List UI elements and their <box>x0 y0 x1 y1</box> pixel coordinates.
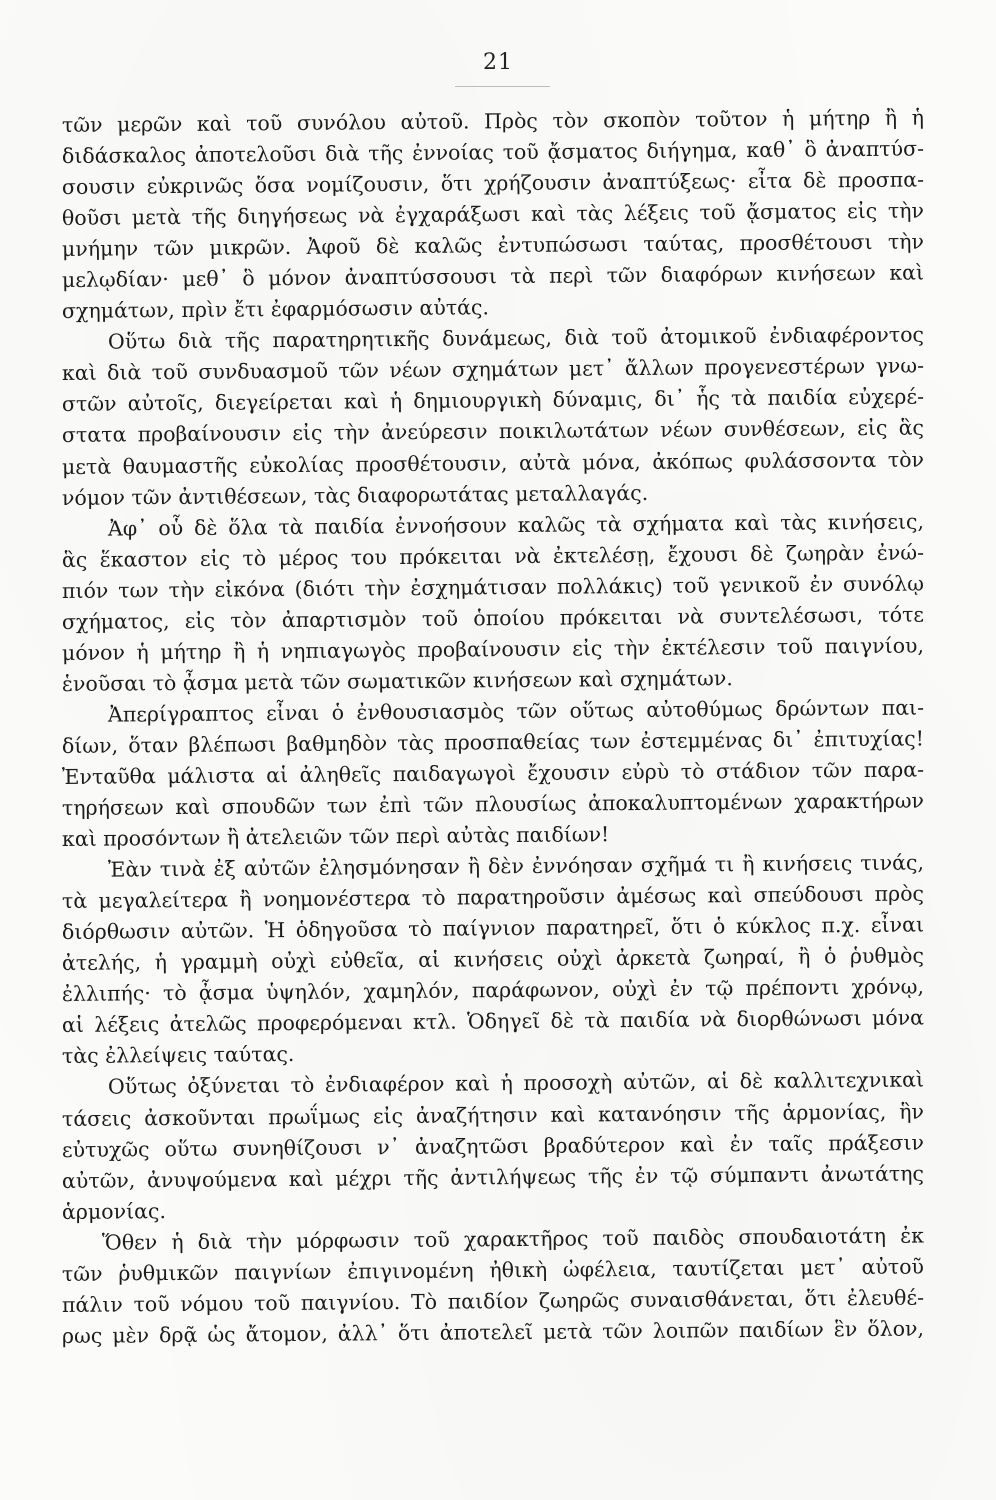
text-line: πιόν των τὴν εἰκόνα (διότι τὴν ἐσχημάτισαν πολλάκις) τοῦ γενικοῦ ἐν συνόλῳ <box>61 571 925 603</box>
text-line: Ἐνταῦθα μάλιστα αἱ ἀληθεῖς παιδαγωγοὶ ἔχουσιν εὐρὺ τὸ στάδιον τῶν παρα- <box>61 757 925 789</box>
text-line: αὐτῶν, ἀνυψούμενα καὶ μέχρι τῆς ἀντιλήψεως τῆς ἐν τῷ σύμπαντι ἀνωτάτης <box>61 1161 925 1193</box>
text-line: εὐτυχῶς οὕτω συνηθίζουσι ν᾽ ἀναζητῶσι βραδύτερον καὶ ἐν ταῖς πράξεσιν <box>61 1130 925 1162</box>
text-line: τῶν μερῶν καὶ τοῦ συνόλου αὐτοῦ. Πρὸς τὸν σκοπὸν τοῦτον ἡ μήτηρ ἢ ἡ <box>61 105 925 137</box>
text-line: στατα προβαίνουσιν εἰς τὴν ἀνεύρεσιν ποικιλωτάτων νέων συνθέσεων, εἰς ἃς <box>61 415 925 448</box>
text-line: Οὕτω διὰ τῆς παρατηρητικῆς δυνάμεως, διὰ τοῦ ἀτομικοῦ ἐνδιαφέροντος <box>107 322 925 354</box>
text-line: ἁρμονίας. <box>61 1198 167 1224</box>
text-line: μελῳδίαν· μεθ᾽ ὃ μόνον ἀναπτύσσουσι τὰ περὶ τῶν διαφόρων κινήσεων καὶ <box>61 260 925 293</box>
text-line: στῶν αὐτοῖς, διεγείρεται καὶ ἡ δημιουργικὴ δύναμις, δι᾽ ἧς τὰ παιδία εὐχερέ- <box>61 384 925 417</box>
text-line: Ἀφ᾽ οὗ δὲ ὅλα τὰ παιδία ἐννοήσουν καλῶς τὰ σχήματα καὶ τὰς κινήσεις, <box>107 509 925 541</box>
text-line: τῶν ῥυθμικῶν παιγνίων ἐπιγινομένη ἠθικὴ ὠφέλεια, ταυτίζεται μετ᾽ αὐτοῦ <box>61 1254 925 1286</box>
text-line: τὰς ἐλλείψεις ταύτας. <box>61 1042 295 1069</box>
text-line: αἱ λέξεις ἀτελῶς προφερόμεναι κτλ. Ὁδηγεῖ δὲ τὰ παιδία νὰ διορθώνωσι μόνα <box>61 1005 925 1038</box>
text-line: σχημάτων, πρὶν ἔτι ἐφαρμόσωσιν αὐτάς. <box>61 295 490 324</box>
text-line: Ἐὰν τινὰ ἐξ αὐτῶν ἐλησμόνησαν ἢ δὲν ἐννόησαν σχῆμά τι ἢ κινήσεις τινάς, <box>107 850 925 882</box>
text-line: ἐλλιπής· τὸ ᾆσμα ὑψηλόν, χαμηλόν, παράφωνον, οὐχὶ ἐν τῷ πρέποντι χρόνῳ, <box>61 974 925 1007</box>
text-line: τηρήσεων καὶ σπουδῶν των ἐπὶ τῶν πλουσίως ἀποκαλυπτομένων χαρακτήρων <box>61 788 925 821</box>
text-line: Ἀπερίγραπτος εἶναι ὁ ἐνθουσιασμὸς τῶν οὕτως αὐτοθύμως δρώντων παι- <box>107 695 925 727</box>
text-line: νόμον τῶν ἀντιθέσεων, τὰς διαφορωτάτας μεταλλαγάς. <box>61 480 649 510</box>
text-line: μόνον ἡ μήτηρ ἢ ἡ νηπιαγωγὸς προβαίνουσιν εἰς τὴν ἐκτέλεσιν τοῦ παιγνίου, <box>61 633 925 665</box>
text-line: δίων, ὅταν βλέπωσι βαθμηδὸν τὰς προσπαθείας των ἐστεμμένας δι᾽ ἐπιτυχίας! <box>61 726 925 758</box>
text-line: ἀτελής, ἡ γραμμὴ οὐχὶ εὐθεῖα, αἱ κινήσεις οὐχὶ ἀρκετὰ ζωηραί, ἢ ὁ ῥυθμὸς <box>61 943 925 976</box>
text-line: μετὰ θαυμαστῆς εὐκολίας προσθέτουσιν, αὐτὰ μόνα, ἀκόπως φυλάσσοντα τὸν <box>61 446 925 479</box>
text-line: καὶ προσόντων ἢ ἀτελειῶν τῶν περὶ αὐτὰς παιδίων! <box>61 822 610 852</box>
page-number: 21 <box>483 50 513 75</box>
text-line: σουσιν εὐκρινῶς ὅσα νομίζουσιν, ὅτι χρήζουσιν ἀναπτύξεως· εἶτα δὲ προσπα- <box>61 167 925 200</box>
text-line: σχήματος, εἰς τὸν ἀπαρτισμὸν τοῦ ὁποίου πρόκειται νὰ συντελέσωσι, τότε <box>61 602 925 634</box>
text-line: Οὕτως ὀξύνεται τὸ ἐνδιαφέρον καὶ ἡ προσοχὴ αὐτῶν, αἱ δὲ καλλιτεχνικαὶ <box>107 1067 925 1100</box>
text-line: ρως μὲν δρᾷ ὡς ἄτομον, ἀλλ᾽ ὅτι ἀποτελεῖ μετὰ τῶν λοιπῶν παιδίων ἓν ὅλον, <box>61 1316 925 1348</box>
text-line: τάσεις ἀσκοῦνται πρωΐμως εἰς ἀναζήτησιν καὶ κατανόησιν τῆς ἁρμονίας, ἣν <box>61 1098 925 1131</box>
body-text <box>61 105 925 1352</box>
text-line: καὶ διὰ τοῦ συνδυασμοῦ τῶν νέων σχημάτων μετ᾽ ἄλλων προγενεστέρων γνω- <box>61 353 925 386</box>
text-line: διόρθωσιν αὐτῶν. Ἡ ὁδηγοῦσα τὸ παίγνιον παρατηρεῖ, ὅτι ὁ κύκλος π.χ. εἶναι <box>61 912 925 945</box>
text-line: Ὅθεν ἡ διὰ τὴν μόρφωσιν τοῦ χαρακτῆρος τοῦ παιδὸς σπουδαιοτάτη ἐκ <box>101 1223 925 1255</box>
text-line: ἃς ἕκαστον εἰς τὸ μέρος του πρόκειται νὰ ἐκτελέσῃ, ἔχουσι δὲ ζωηρὰν ἐνώ- <box>61 540 925 572</box>
text-line: ἑνοῦσαι τὸ ᾆσμα μετὰ τῶν σωματικῶν κινήσεων καὶ σχημάτων. <box>61 665 733 696</box>
text-line: θοῦσι μετὰ τῆς διηγήσεως νὰ ἐγχαράξωσι καὶ τὰς λέξεις τοῦ ᾄσματος εἰς τὴν <box>61 198 925 231</box>
text-line: μνήμην τῶν μικρῶν. Ἀφοῦ δὲ καλῶς ἐντυπώσωσι ταύτας, προσθέτουσι τὴν <box>61 229 925 262</box>
text-line: τὰ μεγαλείτερα ἢ νοημονέστερα τὸ παρατηροῦσιν ἀμέσως καὶ σπεύδουσι πρὸς <box>61 881 925 914</box>
text-line: πάλιν τοῦ νόμου τοῦ παιγνίου. Τὸ παιδίον ζωηρῶς συναισθάνεται, ὅτι ἐλευθέ- <box>61 1285 925 1317</box>
text-line: διδάσκαλος ἀποτελοῦσι διὰ τῆς ἐννοίας τοῦ ᾄσματος διήγημα, καθ᾽ ὃ ἀναπτύσ- <box>61 136 925 169</box>
page-number-rule <box>455 86 550 87</box>
